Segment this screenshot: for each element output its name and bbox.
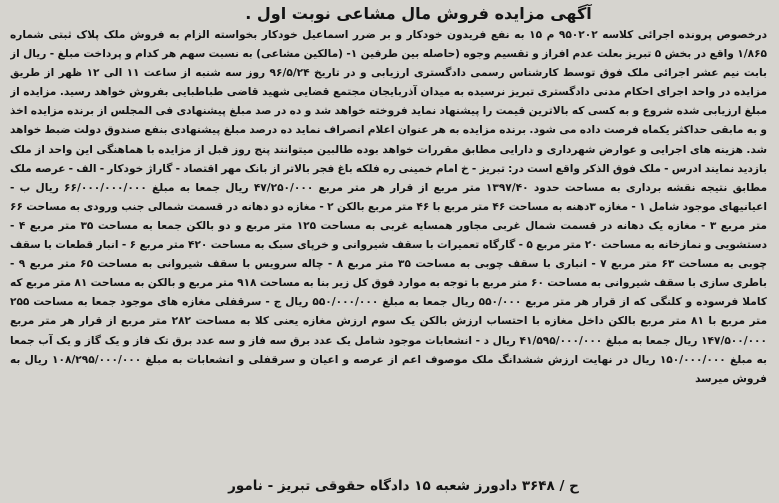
notice-body: درخصوص پرونده اجرائی کلاسه ۹۵۰۲۰۲ م ۱۵ به نفع فریدون خودکار و بر ضرر اسماعیل خودکار بخواسته الزام به فروش ملک پلاک ثبتی شماره ۱/۸۶۵ واقع در بخش ۵ تبریز بعلت عدم افراز و تقسیم وجوه (حاصله بین طرفین ۱- (مالکین مشاعی) به نسبت سهم هر کدام و پرداخت مبلغ - ریال از بابت نیم عشر اجرائی ملک فوق توسط کارشناس رسمی دادگستری ارزیابی و در تاریخ ۹۶/۵/۲۴ روز سه شنبه از ساعت ۱۱ الی ۱۲ ظهر از طریق مزایده در واحد اجرای احکام مدنی دادگستری تبریز نرسیده به میدان آذربایجان مجتمع قضایی شهید قاضی طباطبایی بفروش خواهد رسید. مزایده از مبلغ ارزیابی شده شروع و به کسی که بالاترین قیمت را پیشنهاد نماید فروخته خواهد شد و ده در صد مبلغ پیشنهادی فی المجلس از برنده مزایده اخذ و به مابقی حداکثر یکماه فرصت داده می شود. برنده مزایده به هر عنوان اعلام انصراف نماید ده درصد مبلغ پیشنهادی بنفع صندوق دولت ضبط خواهد شد. هزینه های اجرایی و عوارض شهرداری و دارایی مطابق مقررات خواهد بوده طالبین میتوانند پنج روز قبل از مزایده با هماهنگی این واحد از ملک بازدید نمایند ادرس - ملک فوق الذکر واقع است در: تبریز - خ امام خمینی ره فلکه باغ فجر بالاتر از بانک مهر اقتصاد - گاراژ خودکار - الف - عرصه ملک مطابق نتیجه نقشه برداری به مساحت حدود ۱۳۹۷/۴۰ متر مربع از قرار هر متر مربع ۴۷/۲۵۰/۰۰۰ ریال جمعا به مبلغ ۶۶/۰۰۰/۰۰۰/۰۰۰ ریال ب - اعیانیهای موجود شامل ۱ - مغازه ۳دهنه به مساحت ۴۶ متر مربع با ۴۶ متر مربع بالکن ۲ - مغازه دو دهانه در قسمت شمالی جنب ورودی به مساحت ۶۶ متر مربع ۳ - مغازه یک دهانه در قسمت شمال غربی مجاور همسایه غربی به مساحت ۱۲۵ متر مربع و دو بالکن جمعا به مساحت ۳۵ متر مربع ۴ - دستشویی و نمازخانه به مساحت ۲۰ متر مربع ۵ - گارگاه تعمیرات با سقف شیروانی و خرپای سبک به مساحت ۴۲۰ متر مربع ۶ - انبار قطعات با سقف چوبی به مساحت ۶۳ متر مربع ۷ - انباری با سقف چوبی به مساحت ۳۵ متر مربع ۸ - چاله سرویس با سقف شیروانی به مساحت ۶۵ متر مربع ۹ - باطری سازی با سقف شیروانی به مساحت ۶۰ متر مربع با توجه به موارد فوق کل زیر بنا به مساحت ۹۱۸ متر مربع و بالکن به مساحت ۸۱ متر مربع که کاملا فرسوده و کلنگی که از قرار هر متر مربع ۵۵۰/۰۰۰ ریال جمعا به مبلغ ۵۵۰/۰۰۰/۰۰۰ ریال ج - سرقفلی مغازه های موجود جمعا به مساحت ۲۵۵ متر مربع با ۸۱ متر مربع بالکن داخل مغازه با احتساب ارزش بالکن یک سوم ارزش مغازه یعنی کلا به مساحت ۲۸۲ متر مربع از قرار هر متر مربع ۱۴۷/۵۰۰/۰۰۰ ریال جمعا به مبلغ ۴۱/۵۹۵/۰۰۰/۰۰۰ ریال د - انشعابات موجود شامل یک عدد برق سه فاز و سه عدد برق تک فاز و یک گاز و یک آب جمعا به مبلغ ۱۵۰/۰۰۰/۰۰۰ ریال در نهایت ارزش ششدانگ ملک موصوف اعم از عرصه و اعیان و سرقفلی و انشعابات به مبلغ ۱۰۸/۲۹۵/۰۰۰/۰۰۰ ریال به فروش میرسد bbox=[10, 29, 767, 385]
notice-footer: ح / ۳۶۴۸ دادورز شعبه ۱۵ دادگاه حقوقی تبریز - نامور bbox=[228, 478, 579, 494]
notice-title: آگهی مزایده فروش مال مشاعی نوبت اول . bbox=[245, 4, 592, 23]
